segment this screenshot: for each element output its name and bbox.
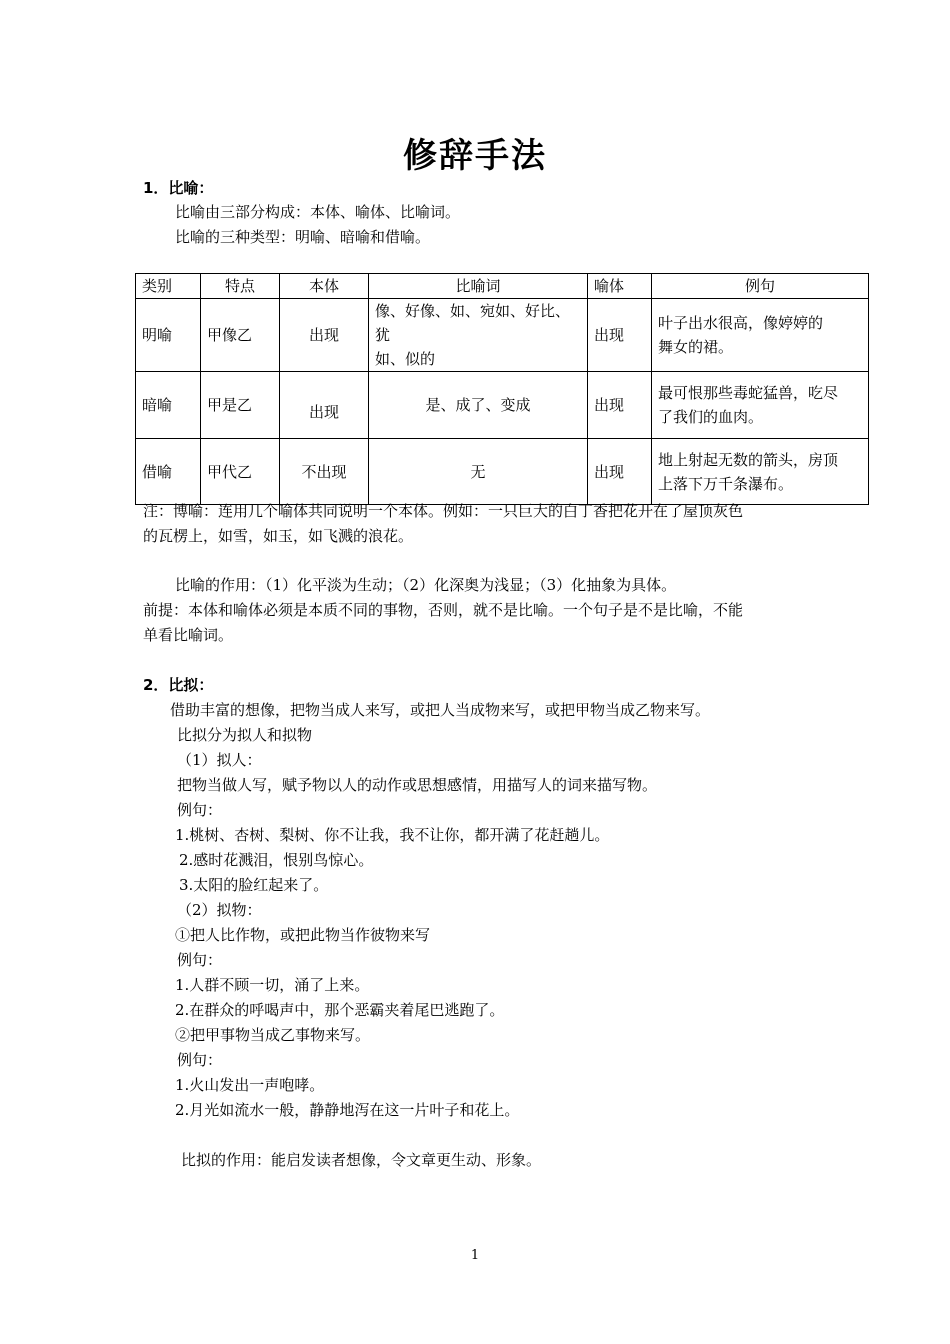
cell-example-line: 最可恨那些毒蛇猛兽，吃尽	[658, 384, 839, 402]
cell-example-line: 了我们的血肉。	[658, 408, 764, 426]
table-row	[136, 439, 869, 505]
example-label: 例句：	[177, 1051, 223, 1069]
personify-title: （1）拟人：	[177, 751, 262, 769]
cell-vehicle: 出现	[588, 439, 652, 505]
cell-words	[369, 299, 588, 372]
section-1-line-2: 比喻的三种类型：明喻、暗喻和借喻。	[175, 228, 431, 246]
cell-vehicle: 出现	[588, 299, 652, 372]
page-title: 修辞手法	[403, 136, 547, 176]
table-row	[136, 372, 869, 439]
cell-words: 无	[369, 439, 588, 505]
note-line-1: 注：博喻：连用几个喻体共同说明一个本体。例如：一只巨大的白丁香把花开在了屋顶灰色	[143, 502, 744, 520]
section-1-heading: 1．比喻：	[143, 179, 214, 197]
personify-desc: 把物当做人写，赋予物以人的动作或思想感情，用描写人的词来描写物。	[177, 776, 658, 794]
cell-ontology: 不出现	[280, 439, 369, 505]
objectify-example-4: 2.月光如流水一般，静静地泻在这一片叶子和花上。	[175, 1101, 520, 1119]
section-2-heading: 2．比拟：	[143, 676, 214, 694]
cell-example-line: 上落下万千条瀑布。	[658, 474, 794, 493]
objectify-sub-1: ①把人比作物，或把此物当作彼物来写	[175, 926, 431, 944]
header-vehicle: 喻体	[588, 274, 652, 299]
cell-example-line: 舞女的裙。	[658, 338, 734, 356]
cell-feature: 甲是乙	[201, 372, 280, 439]
cell-ontology: 出现	[280, 299, 369, 372]
header-type: 类别	[136, 274, 201, 299]
cell-ontology: 出现	[280, 372, 369, 439]
cell-words-line: 如、似的	[375, 350, 436, 368]
metaphor-table	[135, 273, 869, 505]
personify-example-1: 1.桃树、杏树、梨树、你不让我，我不让你，都开满了花赶趟儿。	[175, 826, 610, 844]
personification-function: 比拟的作用：能启发读者想像，令文章更生动、形象。	[181, 1151, 542, 1169]
cell-example-line: 地上射起无数的箭头，房顶	[658, 450, 839, 469]
table-header-row	[136, 274, 869, 299]
cell-feature: 甲像乙	[201, 299, 280, 372]
premise-line-2: 单看比喻词。	[143, 626, 234, 644]
cell-words-line: 像、好像、如、宛如、好比、犹	[375, 302, 571, 344]
metaphor-function: 比喻的作用：（1）化平淡为生动；（2）化深奥为浅显；（3）化抽象为具体。	[175, 576, 677, 594]
cell-type: 明喻	[136, 299, 201, 372]
cell-type: 暗喻	[136, 372, 201, 439]
section-2-intro: 借助丰富的想像，把物当成人来写，或把人当成物来写，或把甲物当成乙物来写。	[170, 701, 711, 719]
objectify-title: （2）拟物：	[177, 901, 262, 919]
header-ontology: 本体	[280, 274, 369, 299]
header-words: 比喻词	[369, 274, 588, 299]
objectify-sub-2: ②把甲事物当成乙事物来写。	[175, 1026, 371, 1044]
cell-type: 借喻	[136, 439, 201, 505]
header-example: 例句	[652, 274, 869, 299]
note-line-2: 的瓦楞上，如雪，如玉，如飞溅的浪花。	[143, 527, 414, 545]
table-row	[136, 299, 869, 372]
section-1-line-1: 比喻由三部分构成：本体、喻体、比喻词。	[175, 203, 461, 221]
cell-vehicle: 出现	[588, 372, 652, 439]
page-number: 1	[470, 1248, 480, 1263]
objectify-example-1: 1.人群不顾一切，涌了上来。	[175, 976, 370, 994]
example-label: 例句：	[177, 951, 223, 969]
cell-example	[652, 439, 869, 505]
premise-line-1: 前提：本体和喻体必须是本质不同的事物，否则，就不是比喻。一个句子是不是比喻，不能	[143, 601, 744, 619]
header-feature: 特点	[201, 274, 280, 299]
example-label: 例句：	[177, 801, 223, 819]
objectify-example-3: 1.火山发出一声咆哮。	[175, 1076, 325, 1094]
objectify-example-2: 2.在群众的呼喝声中，那个恶霸夹着尾巴逃跑了。	[175, 1001, 505, 1019]
cell-example	[652, 299, 869, 372]
personify-example-3: 3.太阳的脸红起来了。	[179, 876, 329, 894]
cell-example-line: 叶子出水很高，像婷婷的	[658, 314, 824, 332]
cell-example	[652, 372, 869, 439]
section-2-split: 比拟分为拟人和拟物	[177, 726, 313, 744]
personify-example-2: 2.感时花溅泪，恨别鸟惊心。	[179, 851, 374, 869]
cell-feature: 甲代乙	[201, 439, 280, 505]
cell-words: 是、成了、变成	[369, 372, 588, 439]
